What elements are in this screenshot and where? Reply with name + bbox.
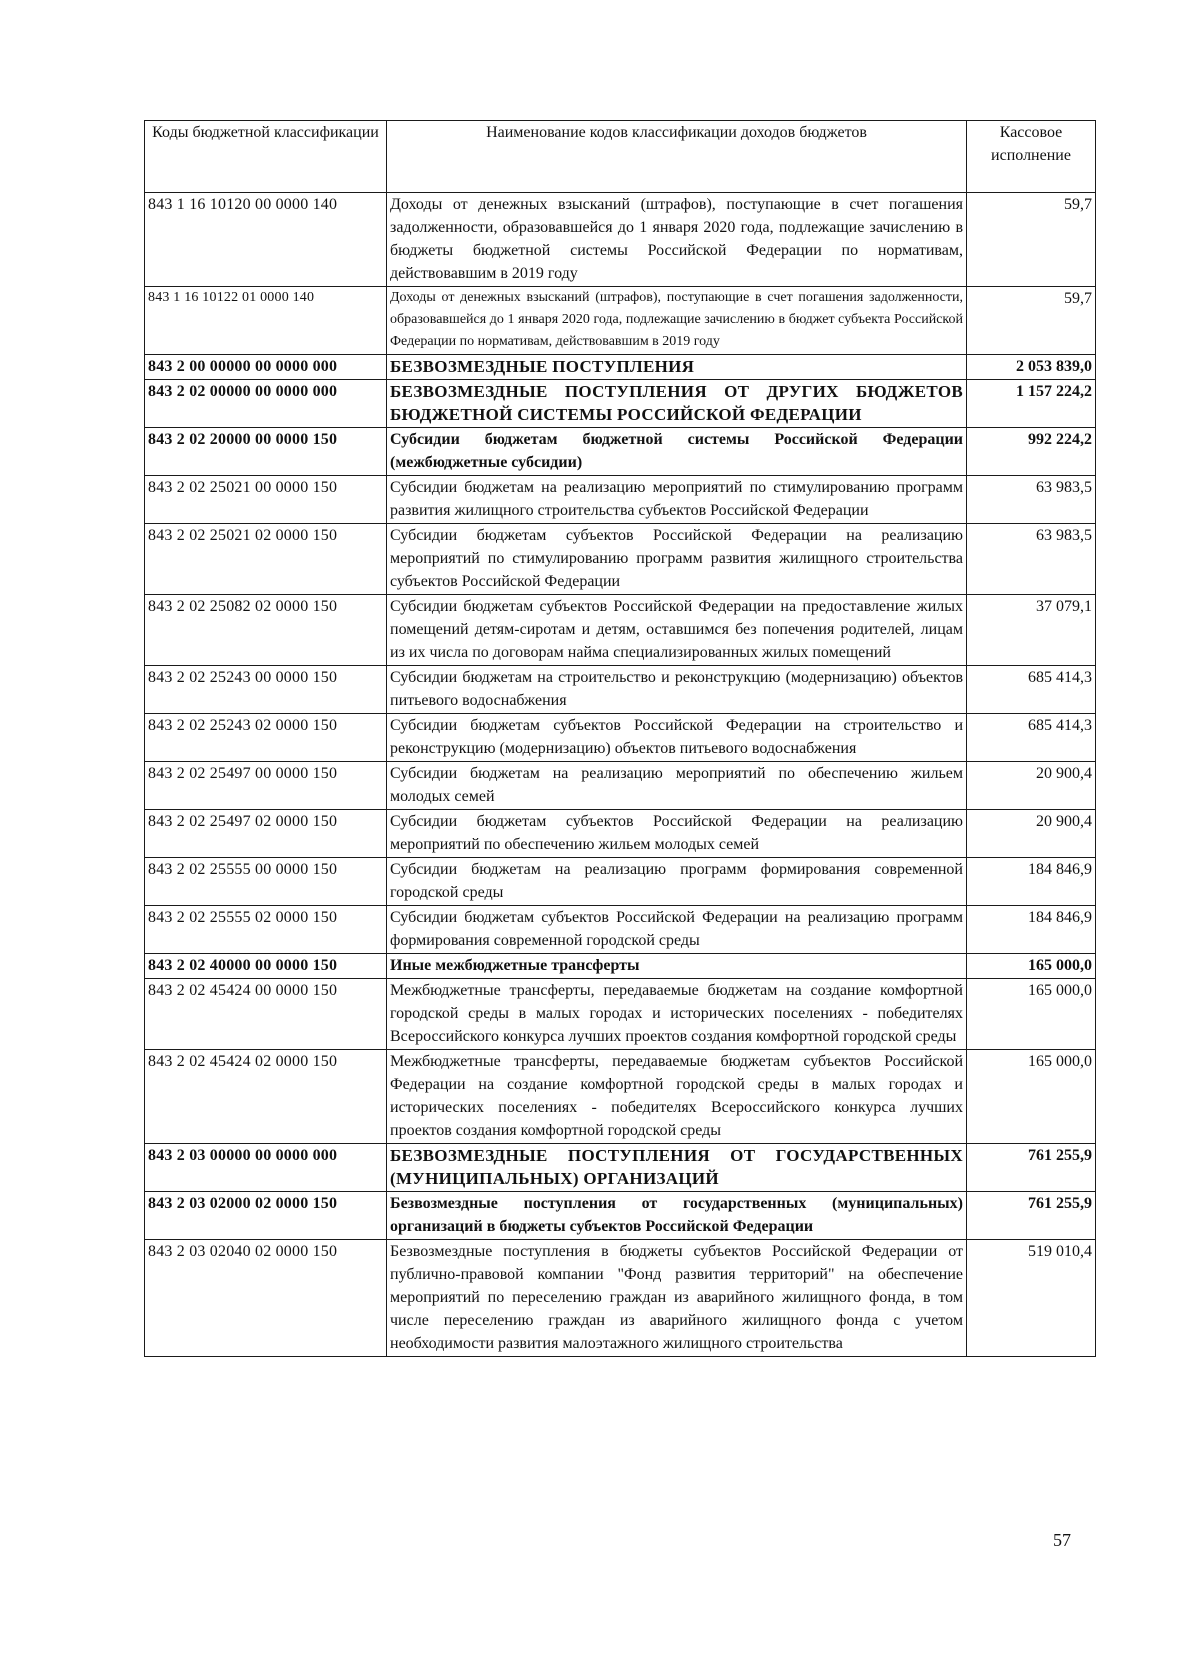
table-row — [145, 714, 1096, 762]
table-row — [145, 355, 1096, 380]
row-amount: 165 000,0 — [967, 979, 1096, 1050]
header-code: Коды бюджетной классификации — [145, 121, 387, 193]
row-code: 843 2 02 20000 00 0000 150 — [145, 428, 387, 476]
row-code: 843 2 02 25021 02 0000 150 — [145, 524, 387, 595]
row-code: 843 2 03 02040 02 0000 150 — [145, 1240, 387, 1357]
row-name: Иные межбюджетные трансферты — [387, 954, 967, 979]
table-row — [145, 858, 1096, 906]
row-name: Субсидии бюджетам субъектов Российской Федерации на реализацию мероприятий по обеспечению жильем молодых семей — [387, 810, 967, 858]
table-row — [145, 954, 1096, 979]
row-amount: 63 983,5 — [967, 476, 1096, 524]
table-row — [145, 287, 1096, 355]
row-amount: 165 000,0 — [967, 1050, 1096, 1144]
row-code: 843 2 02 25243 00 0000 150 — [145, 666, 387, 714]
row-code: 843 2 02 25497 00 0000 150 — [145, 762, 387, 810]
row-name: Безвозмездные поступления от государственных (муниципальных) организаций в бюджеты субъектов Российской Федерации — [387, 1192, 967, 1240]
row-name: Субсидии бюджетам субъектов Российской Федерации на предоставление жилых помещений детям-сиротам и детям, оставшимся без попечения родителей, лицам из их числа по договорам найма специализированных жилых помещений — [387, 595, 967, 666]
row-name: Межбюджетные трансферты, передаваемые бюджетам на создание комфортной городской среды в малых городах и исторических поселениях - победителях Всероссийского конкурса лучших проектов создания комфортной городской среды — [387, 979, 967, 1050]
table-row — [145, 666, 1096, 714]
row-amount: 59,7 — [967, 287, 1096, 355]
row-name: Субсидии бюджетам на реализацию мероприятий по стимулированию программ развития жилищного строительства субъектов Российской Федерации — [387, 476, 967, 524]
row-name: Субсидии бюджетам субъектов Российской Федерации на реализацию программ формирования современной городской среды — [387, 906, 967, 954]
row-code: 843 1 16 10122 01 0000 140 — [145, 287, 387, 355]
table-row — [145, 906, 1096, 954]
row-code: 843 2 02 25082 02 0000 150 — [145, 595, 387, 666]
row-code: 843 2 03 02000 02 0000 150 — [145, 1192, 387, 1240]
row-code: 843 2 00 00000 00 0000 000 — [145, 355, 387, 380]
row-name: Субсидии бюджетам субъектов Российской Федерации на строительство и реконструкцию (модернизацию) объектов питьевого водоснабжения — [387, 714, 967, 762]
table-row — [145, 1192, 1096, 1240]
row-name: Субсидии бюджетам бюджетной системы Российской Федерации (межбюджетные субсидии) — [387, 428, 967, 476]
row-name: Доходы от денежных взысканий (штрафов), поступающие в счет погашения задолженности, образовавшейся до 1 января 2020 года, подлежащие зачислению в бюджеты бюджетной системы Российской Федерации по нормативам, действовавшим в 2019 году — [387, 193, 967, 287]
table-row — [145, 762, 1096, 810]
table-row — [145, 1144, 1096, 1192]
page-number: 57 — [1053, 1530, 1071, 1550]
row-code: 843 2 02 25497 02 0000 150 — [145, 810, 387, 858]
header-amount: Кассовое исполнение — [967, 121, 1096, 193]
table-row — [145, 524, 1096, 595]
table-row — [145, 193, 1096, 287]
row-name: Субсидии бюджетам на реализацию мероприятий по обеспечению жильем молодых семей — [387, 762, 967, 810]
row-amount: 2 053 839,0 — [967, 355, 1096, 380]
row-amount: 761 255,9 — [967, 1192, 1096, 1240]
table-row — [145, 979, 1096, 1050]
row-name: Межбюджетные трансферты, передаваемые бюджетам субъектов Российской Федерации на создание комфортной городской среды в малых городах и исторических поселениях - победителях Всероссийского конкурса лучших проектов создания комфортной городской среды — [387, 1050, 967, 1144]
row-code: 843 2 02 45424 02 0000 150 — [145, 1050, 387, 1144]
table-row — [145, 810, 1096, 858]
table-row — [145, 1240, 1096, 1357]
row-code: 843 2 02 00000 00 0000 000 — [145, 380, 387, 428]
row-name: Субсидии бюджетам на реализацию программ формирования современной городской среды — [387, 858, 967, 906]
row-code: 843 2 02 40000 00 0000 150 — [145, 954, 387, 979]
row-code: 843 1 16 10120 00 0000 140 — [145, 193, 387, 287]
table-header-row — [145, 121, 1096, 193]
header-name: Наименование кодов классификации доходов бюджетов — [387, 121, 967, 193]
row-amount: 685 414,3 — [967, 666, 1096, 714]
table-row — [145, 380, 1096, 428]
row-code: 843 2 02 25555 02 0000 150 — [145, 906, 387, 954]
row-name: Доходы от денежных взысканий (штрафов), поступающие в счет погашения задолженности, образовавшейся до 1 января 2020 года, подлежащие зачислению в бюджет субъекта Российской Федерации по нормативам, действовавшим в 2019 году — [387, 287, 967, 355]
row-name: БЕЗВОЗМЕЗДНЫЕ ПОСТУПЛЕНИЯ ОТ ДРУГИХ БЮДЖЕТОВ БЮДЖЕТНОЙ СИСТЕМЫ РОССИЙСКОЙ ФЕДЕРАЦИИ — [387, 380, 967, 428]
row-amount: 519 010,4 — [967, 1240, 1096, 1357]
budget-revenue-table — [144, 120, 1096, 1357]
table-row — [145, 428, 1096, 476]
row-code: 843 2 02 25555 00 0000 150 — [145, 858, 387, 906]
row-amount: 992 224,2 — [967, 428, 1096, 476]
row-amount: 59,7 — [967, 193, 1096, 287]
row-amount: 63 983,5 — [967, 524, 1096, 595]
row-amount: 184 846,9 — [967, 858, 1096, 906]
row-name: БЕЗВОЗМЕЗДНЫЕ ПОСТУПЛЕНИЯ — [387, 355, 967, 380]
row-code: 843 2 02 25021 00 0000 150 — [145, 476, 387, 524]
row-amount: 184 846,9 — [967, 906, 1096, 954]
row-amount: 20 900,4 — [967, 762, 1096, 810]
row-name: Безвозмездные поступления в бюджеты субъектов Российской Федерации от публично-правовой компании "Фонд развития территорий" на обеспечение мероприятий по переселению граждан из аварийного жилищного фонда, в том числе переселению граждан из аварийного жилищного фонда с учетом необходимости развития малоэтажного жилищного строительства — [387, 1240, 967, 1357]
row-name: Субсидии бюджетам субъектов Российской Федерации на реализацию мероприятий по стимулированию программ развития жилищного строительства субъектов Российской Федерации — [387, 524, 967, 595]
row-code: 843 2 02 25243 02 0000 150 — [145, 714, 387, 762]
row-code: 843 2 03 00000 00 0000 000 — [145, 1144, 387, 1192]
row-name: БЕЗВОЗМЕЗДНЫЕ ПОСТУПЛЕНИЯ ОТ ГОСУДАРСТВЕННЫХ (МУНИЦИПАЛЬНЫХ) ОРГАНИЗАЦИЙ — [387, 1144, 967, 1192]
row-amount: 685 414,3 — [967, 714, 1096, 762]
row-code: 843 2 02 45424 00 0000 150 — [145, 979, 387, 1050]
row-amount: 761 255,9 — [967, 1144, 1096, 1192]
row-amount: 20 900,4 — [967, 810, 1096, 858]
table-row — [145, 1050, 1096, 1144]
row-amount: 165 000,0 — [967, 954, 1096, 979]
table-row — [145, 595, 1096, 666]
row-amount: 37 079,1 — [967, 595, 1096, 666]
row-name: Субсидии бюджетам на строительство и реконструкцию (модернизацию) объектов питьевого водоснабжения — [387, 666, 967, 714]
table-row — [145, 476, 1096, 524]
row-amount: 1 157 224,2 — [967, 380, 1096, 428]
